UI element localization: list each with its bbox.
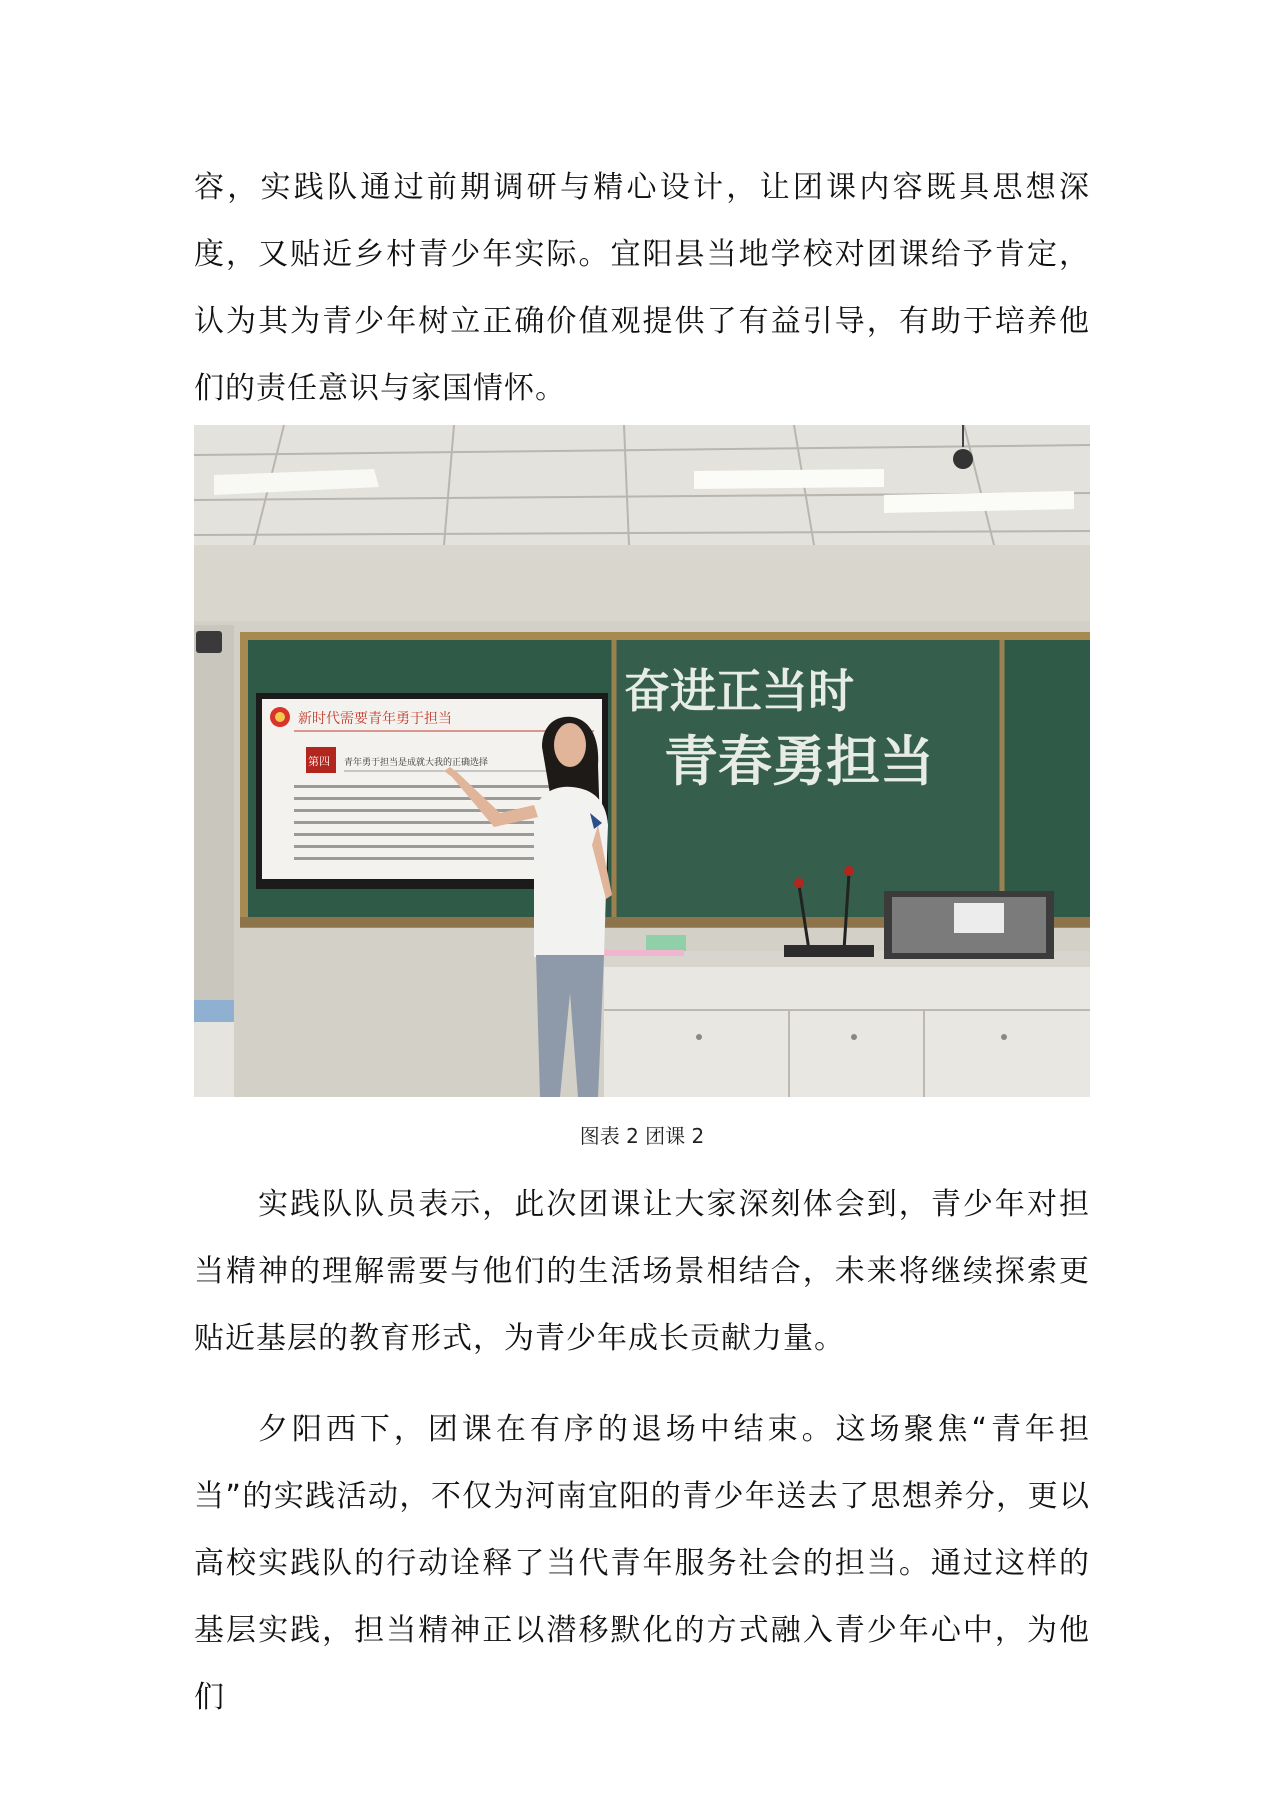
blackboard-line2: 青春勇担当	[664, 730, 934, 793]
screen-badge: 第四	[308, 755, 330, 768]
screen-subtitle: 青年勇于担当是成就大我的正确选择	[344, 758, 489, 768]
classroom-photo	[194, 425, 1090, 1097]
svg-text:奋进正当时	[624, 664, 854, 718]
paragraph-2: 实践队队员表示，此次团课让大家深刻体会到，青少年对担当精神的理解需要与他们的生活场景相结合，未来将继续探索更贴近基层的教育形式，为青少年成长贡献力量。	[194, 1187, 1090, 1356]
paragraph-1: 容，实践队通过前期调研与精心设计，让团课内容既具思想深度，又贴近乡村青少年实际。宜阳县当地学校对团课给予肯定，认为其为青少年树立正确价值观提供了有益引导，有助于培养他们的责任意识与家国情怀。	[194, 170, 1090, 406]
paragraph-3: 夕阳西下，团课在有序的退场中结束。这场聚焦“青年担当”的实践活动，不仅为河南宜阳的青少年送去了思想养分，更以高校实践队的行动诠释了当代青年服务社会的担当。通过这样的基层实践，担当精神正以潜移默化的方式融入青少年心中，为他们	[194, 1412, 1090, 1715]
figure-caption: 图表 2 团课 2	[579, 1124, 705, 1148]
blackboard-line1: 奋进正当时	[624, 664, 854, 718]
screen-title: 新时代需要青年勇于担当	[298, 711, 452, 727]
svg-text:青春勇担当	[664, 730, 934, 793]
